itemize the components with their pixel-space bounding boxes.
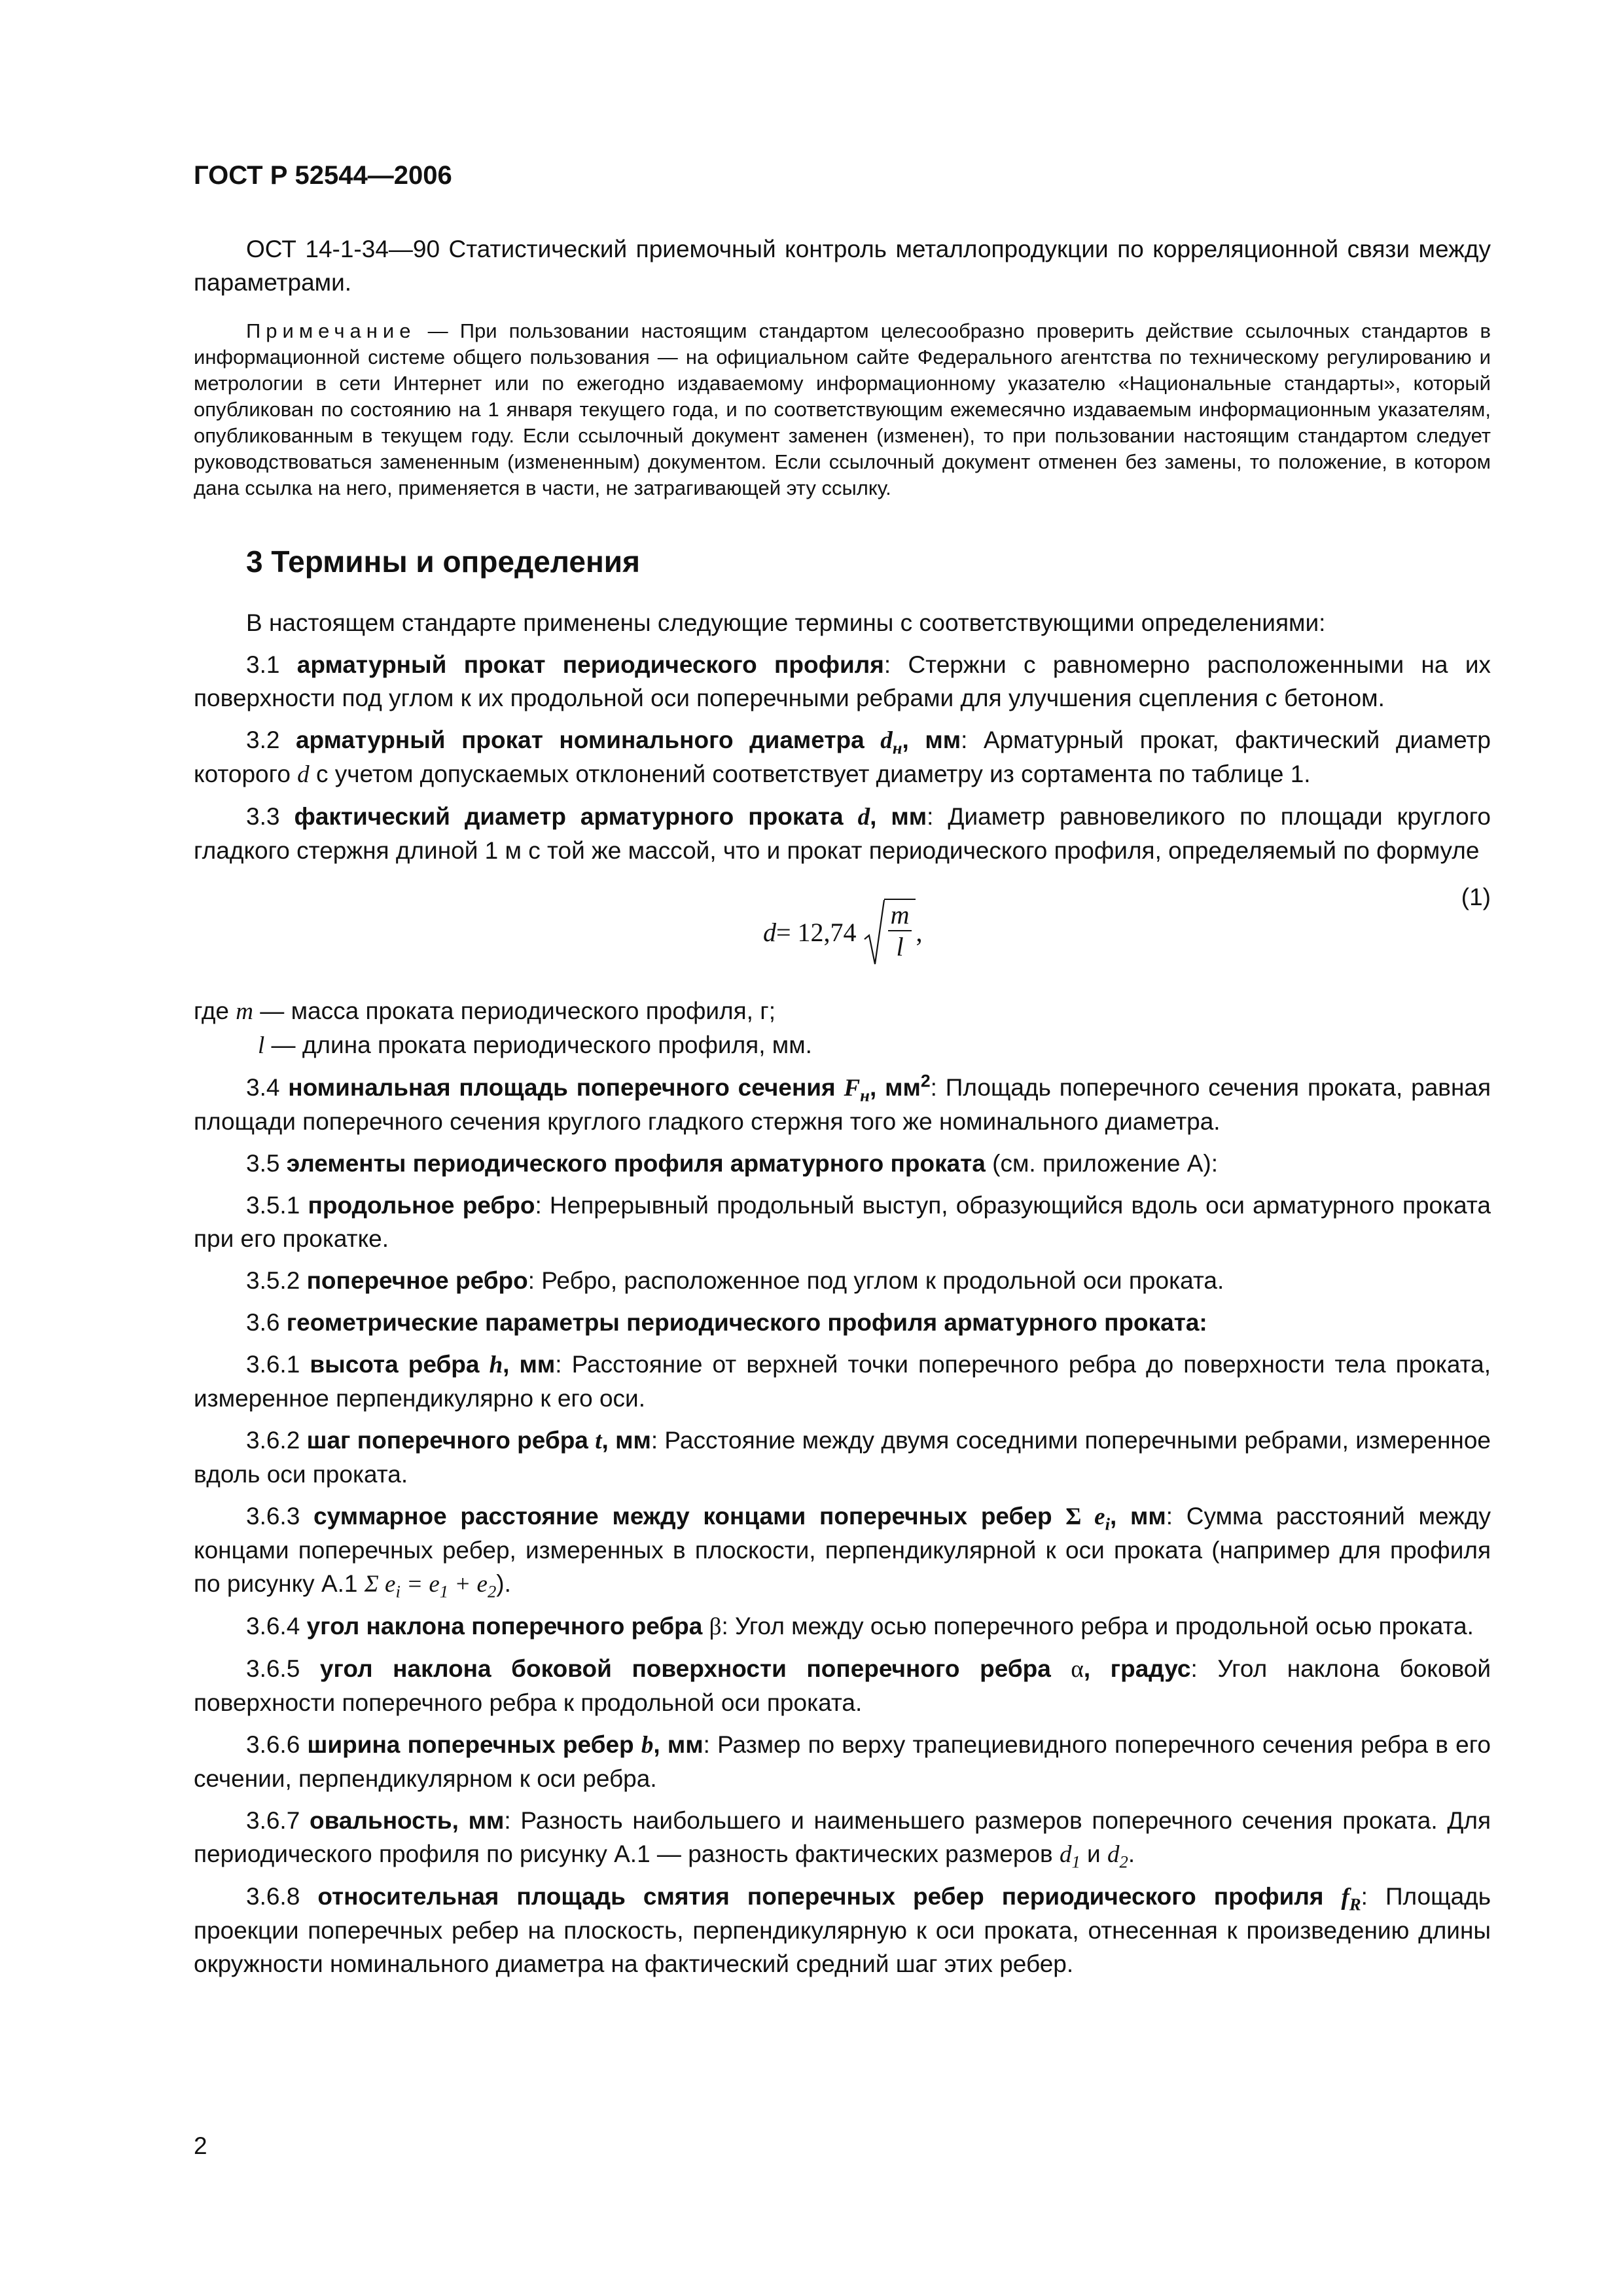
term-3-6-7: 3.6.7 овальность, мм: Разность наибольшего и наименьшего размеров поперечного сечения проката. Для периодического профиля по рисунку А.1 — разность фактических размеров $d_1$ и $d_2$. [194,1807,1491,1872]
term-3-6-1 [194,1348,1491,1415]
term-name: овальность, мм [310,1807,505,1834]
term-name: суммарное расстояние между концами поперечных ребер Σ $e_i$, мм [313,1503,1166,1534]
term-name: геометрические параметры периодического профиля арматурного проката: [286,1309,1207,1336]
note-label: Примечание [246,319,416,342]
term-definition: : Угол между осью поперечного ребра и продольной осью проката. [721,1613,1474,1640]
term-definition: : Расстояние от верхней точки поперечного ребра до поверхности тела проката, измеренное перпендикулярно к его оси. [194,1351,1491,1412]
ost-reference: ОСТ 14-1-34—90 Статистический приемочный контроль металлопродукции по корреляционной связи между параметрами. [194,236,1491,296]
term-3-6-3: 3.6.3 суммарное расстояние между концами поперечных ребер Σ $e_i$, мм: Сумма расстояний между концами поперечных ребер, измеренных в плоскости, перпендикулярной к оси проката (например для профиля по рисунку А.1 Σ $e_i = e_1 + e_2$). [194,1503,1491,1602]
term-3-5 [194,1147,1491,1180]
page-number: 2 [194,2132,207,2159]
fraction [884,899,916,967]
where-m: где m — масса проката периодического профиля, г; [194,997,776,1025]
where-l: l — длина проката периодического профиля, мм. [258,1031,812,1059]
term-3-1 [194,648,1491,715]
term-3-6-2 [194,1424,1491,1491]
term-definition: : Диаметр равновеликого по площади круглого гладкого стержня длиной 1 м с той же массой, что и прокат периодического профиля, определяемый по формуле [194,803,1491,864]
term-name: номинальная площадь поперечного сечения $F_н$, $мм^2$ [288,1071,931,1105]
term-number: 3.6.5 [246,1655,300,1682]
section-intro: В настоящем стандарте применены следующие термины с соответствующими определениями: [246,609,1326,636]
term-number: 3.2 [246,726,280,753]
term-3-6 [194,1306,1491,1339]
term-definition: (см. приложение А): [985,1150,1218,1177]
term-name: арматурный прокат номинального диаметра $d_н$, мм [295,726,961,758]
note-text: — При пользовании настоящим стандартом целесообразно проверить действие ссылочных стандартов в информационной системе общего пользования — на официальном сайте Федерального агентства по техническому регулированию и метрологии в сети Интернет или по ежегодно издаваемому информационному указателю «Национальные стандарты», который опубликован по состоянию на 1 января текущего года, и по соответствующим ежемесячно издаваемым информационным указателям, опубликованным в текущем году. Если ссылочный документ заменен (изменен), то при пользовании настоящим стандартом следует руководствоваться замененным (измененным) документом. Если ссылочный документ отменен без замены, то положение, в котором дана ссылка на него, применяется в части, не затрагивающей эту ссылку. [194,319,1491,499]
term-definition: : Стержни с равномерно расположенными на их поверхности под углом к их продольной оси поперечными ребрами для улучшения сцепления с бетоном. [194,651,1491,711]
term-definition: : Непрерывный продольный выступ, образующийся вдоль оси арматурного проката при его прокатке. [194,1192,1491,1252]
term-definition: : Ребро, расположенное под углом к продольной оси проката. [527,1267,1224,1294]
term-3-6-4: 3.6.4 угол наклона поперечного ребра β: Угол между осью поперечного ребра и продольной осью проката. [246,1613,1474,1640]
term-name: арматурный прокат периодического профиля [296,651,884,678]
term-definition: : Размер по верху трапециевидного поперечного сечения ребра в его сечении, перпендикулярном к оси ребра. [194,1731,1491,1792]
term-name: относительная площадь смятия поперечных ребер периодического профиля $f_R$ [317,1883,1361,1914]
term-number: 3.5.2 [246,1267,300,1294]
term-definition: : Разность наибольшего и наименьшего размеров поперечного сечения проката. Для периодического профиля по рисунку А.1 — разность фактических размеров [194,1807,1491,1867]
formula-1 [194,880,1491,978]
term-3-5-2 [194,1264,1491,1297]
term-3-2: 3.2 арматурный прокат номинального диаметра $d_н$, мм: Арматурный прокат, фактический диаметр которого d с учетом допускаемых отклонений соответствует диаметру из сортамента по таблице 1. [194,726,1491,788]
denominator: l [896,932,904,961]
term-number: 3.6.4 [246,1613,300,1640]
term-name: угол наклона поперечного ребра [306,1613,709,1640]
formula-number: (1) [1461,884,1491,910]
term-3-4 [194,1071,1491,1138]
term-name: элементы периодического профиля арматурного проката [286,1150,986,1177]
term-number: 3.6.2 [246,1427,300,1454]
term-number: 3.6.1 [246,1351,300,1378]
term-name: поперечное ребро [306,1267,528,1294]
term-number: 3.6.3 [246,1503,300,1530]
term-name: фактический диаметр арматурного проката d, мм [294,803,927,831]
term-number: 3.6.6 [246,1731,300,1758]
term-number: 3.1 [246,651,280,678]
diameter-formula: d = 12,74 $\frac{m}{l}$ , [763,899,922,967]
term-number: 3.6 [246,1309,280,1336]
term-name: ширина поперечных ребер b, мм [307,1731,704,1759]
term-name: шаг поперечного ребра t, мм [306,1427,651,1454]
radical-sign-icon [863,899,885,967]
term-definition: : Арматурный прокат, фактический диаметр которого [194,726,1491,787]
term-definition: : Угол наклона боковой поверхности поперечного ребра к продольной оси проката. [194,1655,1491,1716]
section-title: 3 Термины и определения [246,545,640,579]
term-3-3 [194,800,1491,867]
term-number: 3.5 [246,1150,280,1177]
note-paragraph [194,318,1491,501]
page-content [194,232,1491,1989]
term-3-6-8 [194,1880,1491,1981]
term-name: продольное ребро [308,1192,535,1219]
term-name: высота ребра h, мм [310,1351,556,1378]
numerator: m [888,900,912,931]
term-number: 3.4 [246,1074,280,1101]
square-root-symbol [863,899,916,967]
term-definition: : Сумма расстояний между концами поперечных ребер, измеренных в плоскости, перпендикулярной к оси проката (например для профиля по рисунку А.1 [194,1503,1491,1597]
term-definition: : Площадь поперечного сечения проката, равная площади поперечного сечения круглого гладкого стержня того же номинального диаметра. [194,1074,1491,1135]
term-3-6-5 [194,1652,1491,1719]
term-number: 3.3 [246,803,280,830]
term-number: 3.5.1 [246,1192,300,1219]
term-number: 3.6.7 [246,1807,300,1834]
term-definition: : Площадь проекции поперечных ребер на плоскость, перпендикулярную к оси проката, отнесенная к произведению длины окружности номинального диаметра на фактический средний шаг этих ребер. [194,1883,1491,1977]
term-3-5-1 [194,1189,1491,1255]
term-name: угол наклона боковой поверхности поперечного ребра α, градус [319,1655,1191,1683]
term-3-6-6 [194,1728,1491,1795]
term-definition: : Расстояние между двумя соседними поперечными ребрами, измеренное вдоль оси проката. [194,1427,1491,1488]
term-number: 3.6.8 [246,1883,300,1910]
standard-header: ГОСТ Р 52544—2006 [194,161,452,190]
